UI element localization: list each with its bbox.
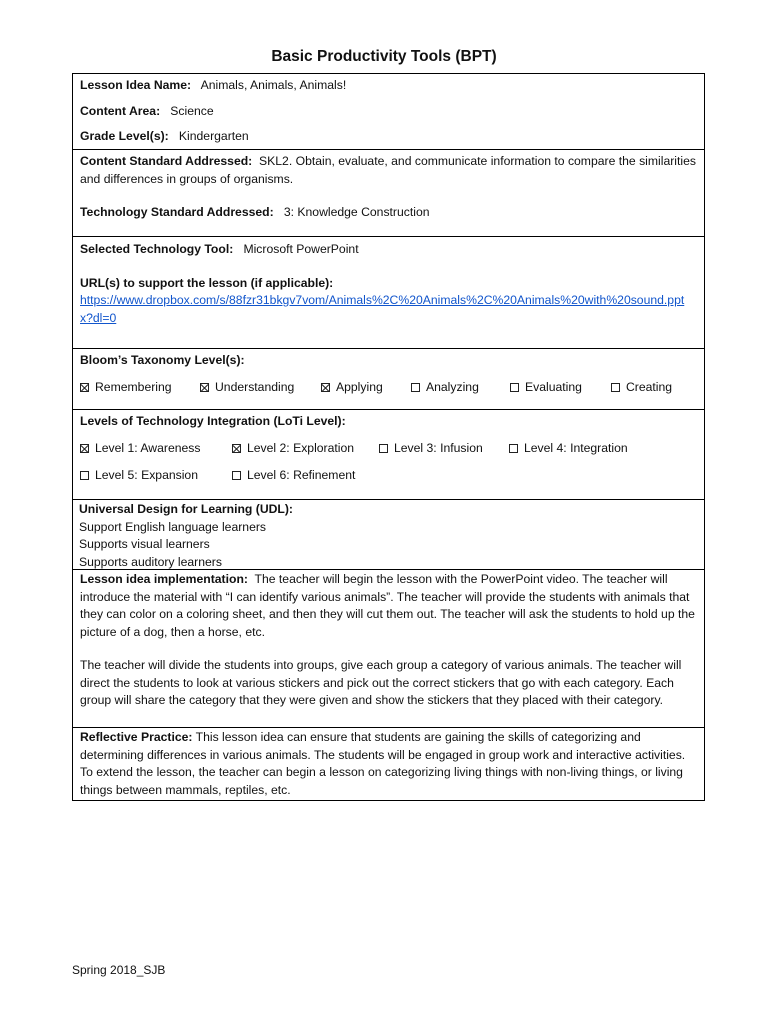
reflective-text: This lesson idea can ensure that students are gaining the skills of categorizing and determining differences in various animals. The students will be engaged in group work and interactive activities. To extend the lesson, the teacher can begin a lesson on categorizing living things with non-living things, or living things between mammals, reptiles, etc.: [80, 730, 686, 797]
udl-label: Universal Design for Learning (UDL):: [79, 502, 293, 516]
standards-section: [73, 150, 704, 237]
checkbox-level-3[interactable]: Level 3: Infusion: [379, 440, 509, 458]
udl-line: Supports auditory learners: [79, 554, 222, 569]
grade-level-label: Grade Level(s):: [80, 129, 169, 143]
tech-tool-value: Microsoft PowerPoint: [243, 242, 359, 256]
loti-label: Levels of Technology Integration (LoTi Level):: [80, 414, 346, 428]
blooms-label: Bloom’s Taxonomy Level(s):: [80, 353, 245, 367]
implementation-text-2: The teacher will divide the students into groups, give each group a category of various animals. The teacher will direct the students to look at various stickers and pick out the correct stickers that go with each category. Each group will share the category that they were given and show the stickers that they placed with their category.: [80, 658, 682, 707]
unchecked-box-icon: [611, 383, 620, 392]
technology-standard-label: Technology Standard Addressed:: [80, 205, 274, 219]
checked-box-icon: [80, 444, 89, 453]
implementation-section: [73, 570, 704, 728]
content-area-label: Content Area:: [80, 103, 161, 118]
checkbox-creating[interactable]: Creating: [611, 379, 672, 397]
checked-box-icon: [232, 444, 241, 453]
checkbox-level-5[interactable]: Level 5: Expansion: [80, 467, 232, 485]
lesson-name-label: Lesson Idea Name:: [80, 78, 192, 92]
checkbox-applying[interactable]: Applying: [321, 379, 411, 397]
udl-line: Support English language learners: [79, 519, 267, 534]
lesson-plan-table: [72, 73, 705, 801]
unchecked-box-icon: [379, 444, 388, 453]
tech-tool-label: Selected Technology Tool:: [80, 242, 234, 256]
loti-section: [73, 410, 704, 500]
checkbox-understanding[interactable]: Understanding: [200, 379, 321, 397]
udl-line: Supports visual learners: [79, 537, 210, 551]
unchecked-box-icon: [232, 471, 241, 480]
unchecked-box-icon: [411, 383, 420, 392]
implementation-text: The teacher will begin the lesson with the PowerPoint video. The teacher will introduce the material with “I can identify various animals”. The teacher will provide the students with animals that they can color on a coloring sheet, and then they will cut them out. The teacher will ask the students to hold up the picture of a dog, then a horse, etc.: [80, 572, 695, 639]
reflective-label: Reflective Practice:: [80, 730, 193, 744]
page-title: Basic Productivity Tools (BPT): [271, 48, 497, 65]
technology-tool-section: [73, 237, 704, 349]
checkbox-level-1[interactable]: Level 1: Awareness: [80, 440, 232, 458]
unchecked-box-icon: [80, 471, 89, 480]
checkbox-analyzing[interactable]: Analyzing: [411, 379, 510, 397]
unchecked-box-icon: [510, 383, 519, 392]
udl-section: [73, 500, 704, 570]
url-label: URL(s) to support the lesson (if applicable):: [80, 275, 334, 290]
checkbox-remembering[interactable]: Remembering: [80, 379, 200, 397]
checked-box-icon: [321, 383, 330, 392]
technology-standard-value: 3: Knowledge Construction: [283, 205, 430, 219]
grade-level-value: Kindergarten: [178, 129, 249, 143]
checkbox-level-6[interactable]: Level 6: Refinement: [232, 467, 355, 485]
footer-text: Spring 2018_SJB: [72, 963, 166, 977]
lesson-name-value: Animals, Animals, Animals!: [200, 78, 347, 92]
checkbox-level-2[interactable]: Level 2: Exploration: [232, 440, 379, 458]
blooms-section: [73, 349, 704, 410]
checked-box-icon: [80, 383, 89, 392]
checkbox-evaluating[interactable]: Evaluating: [510, 379, 611, 397]
reflective-section: [73, 728, 704, 800]
lesson-info-section: [73, 74, 704, 150]
content-area-value: Science: [170, 103, 214, 118]
content-standard-value: SKL2. Obtain, evaluate, and communicate information to compare the similarities and differences in groups of organisms.: [80, 154, 696, 186]
unchecked-box-icon: [509, 444, 518, 453]
content-standard-label: Content Standard Addressed:: [80, 154, 253, 168]
checked-box-icon: [200, 383, 209, 392]
implementation-label: Lesson idea implementation:: [80, 572, 248, 586]
lesson-url-link[interactable]: https://www.dropbox.com/s/88fzr31bkgv7vom/Animals%2C%20Animals%2C%20Animals%20with%20sound.pptx?dl=0: [80, 293, 685, 325]
checkbox-level-4[interactable]: Level 4: Integration: [509, 440, 628, 458]
